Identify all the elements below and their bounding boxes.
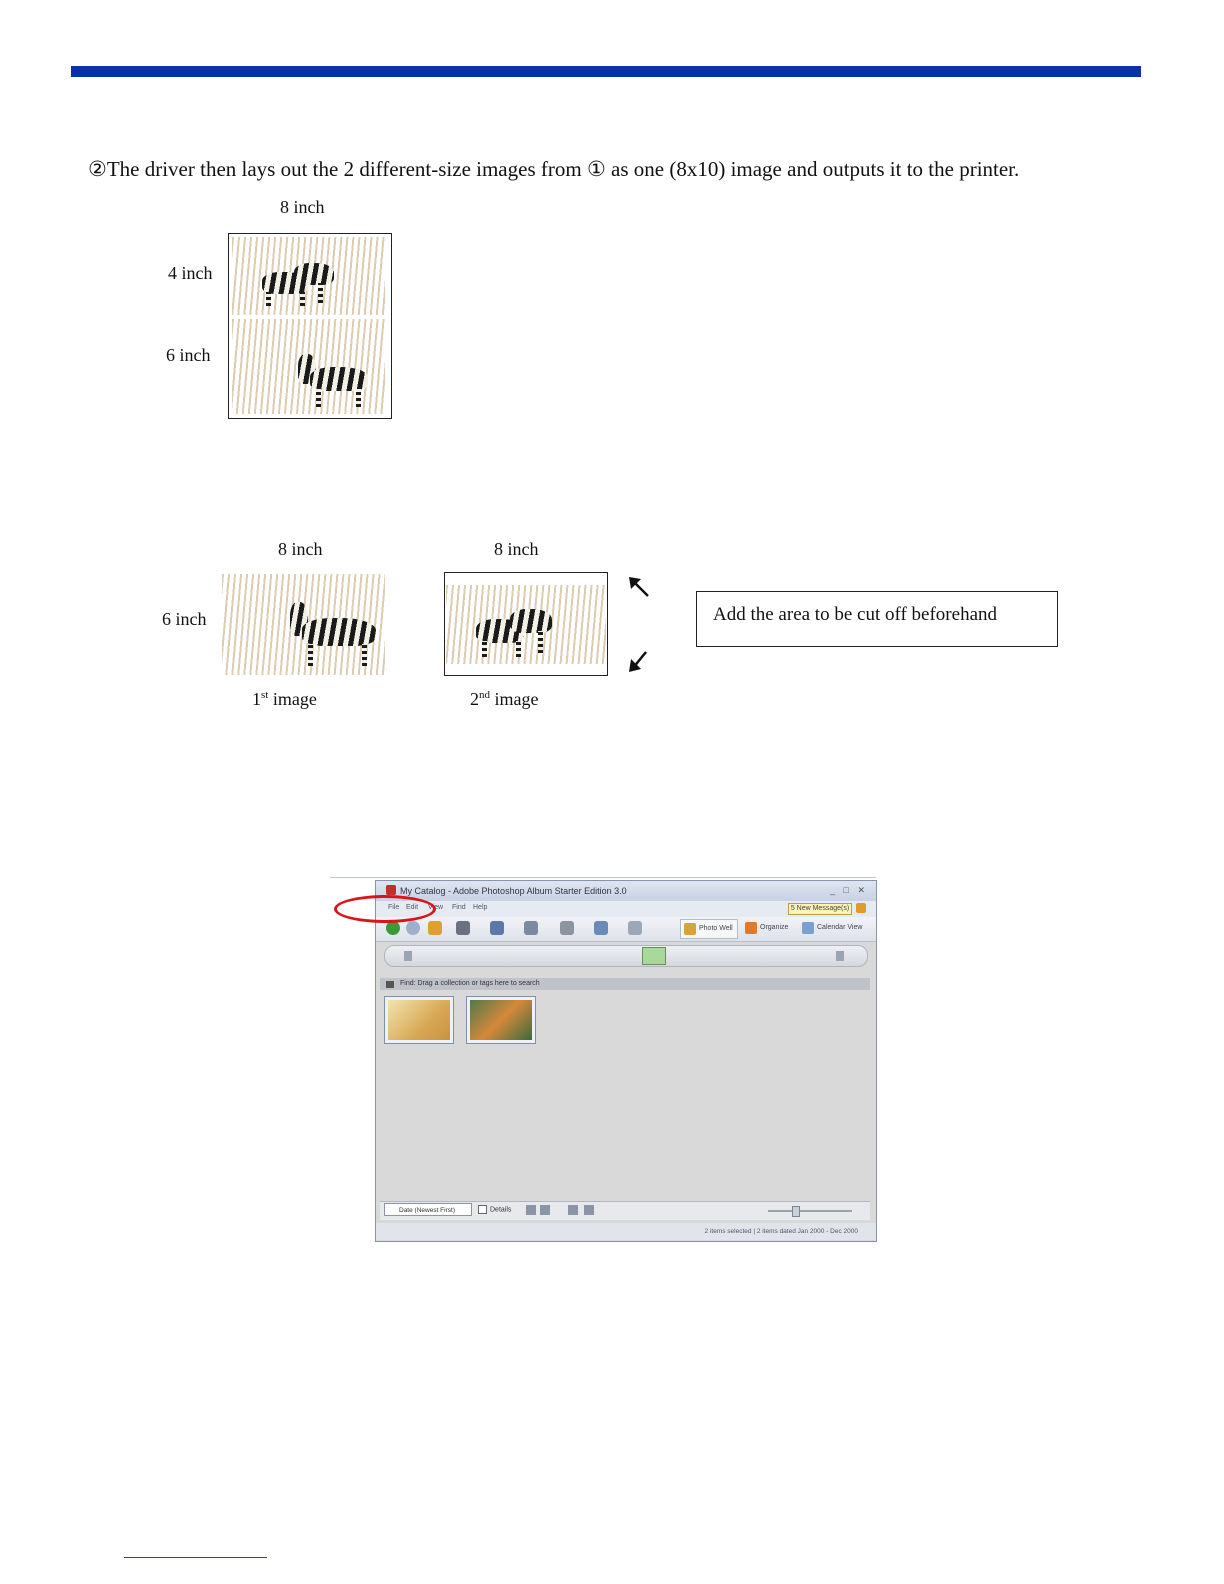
app-icon (386, 885, 396, 895)
messages-icon[interactable] (856, 903, 866, 913)
menu-highlight-ellipse (334, 895, 436, 923)
timeline-right-marker-icon[interactable] (836, 951, 844, 961)
note-text: Add the area to be cut off beforehand (713, 604, 997, 625)
print-icon[interactable] (560, 921, 574, 935)
rotate-right-icon[interactable] (540, 1205, 550, 1215)
binoculars-icon (386, 981, 394, 988)
menu-view[interactable]: View (428, 904, 444, 911)
share-icon[interactable] (594, 921, 608, 935)
arrow-down-left-icon (629, 652, 646, 672)
thumbnail-tiger[interactable] (466, 996, 536, 1044)
first-image-caption: 1st image (252, 689, 317, 709)
second-width-label: 8 inch (494, 539, 539, 559)
photo-well-button[interactable]: Photo Well (680, 919, 738, 939)
create-icon[interactable] (524, 921, 538, 935)
status-bar: 2 items selected | 2 items dated Jan 2000 - Dec 2000 (376, 1223, 876, 1240)
timeline-left-marker-icon[interactable] (404, 951, 412, 961)
layout-width-label: 8 inch (280, 197, 325, 217)
first-image (222, 574, 385, 675)
back-icon[interactable] (386, 921, 400, 935)
second-image-frame (444, 572, 608, 676)
menu-help[interactable]: Help (473, 904, 488, 911)
single-zebra-photo (232, 319, 385, 414)
footer-rule (124, 1557, 267, 1558)
zoom-handle[interactable] (792, 1206, 800, 1217)
sort-select[interactable]: Date (Newest First) (384, 1203, 472, 1216)
timeline-handle[interactable] (642, 947, 666, 965)
find-bar[interactable]: Find: Drag a collection or tags here to search (380, 978, 870, 990)
layout-bottom-height-label: 6 inch (166, 345, 211, 365)
copy-icon[interactable] (568, 1205, 578, 1215)
layout-frame (228, 233, 392, 419)
first-height-label: 6 inch (162, 609, 207, 629)
menu-find[interactable]: Find (452, 904, 466, 911)
timeline-slider[interactable] (384, 945, 868, 967)
first-width-label: 8 inch (278, 539, 323, 559)
header-bar (71, 66, 1141, 77)
arrow-up-left-icon (629, 577, 648, 596)
organize-button[interactable]: Organize (742, 919, 792, 937)
rotate-left-icon[interactable] (526, 1205, 536, 1215)
thumbnail-lion[interactable] (384, 996, 454, 1044)
tag-icon[interactable] (584, 1205, 594, 1215)
menu-edit[interactable]: Edit (406, 904, 419, 911)
camera-icon[interactable] (456, 921, 470, 935)
window-title: My Catalog - Adobe Photoshop Album Starter Edition 3.0 (400, 886, 627, 896)
details-checkbox[interactable]: Details (478, 1205, 511, 1214)
app-window (375, 880, 877, 1242)
menu-file[interactable]: File (388, 904, 400, 911)
messages-badge[interactable]: 5 New Message(s) (788, 903, 852, 915)
cut-area-arrows (626, 574, 652, 678)
two-zebras-photo (232, 237, 385, 315)
layout-top-height-label: 4 inch (168, 263, 213, 283)
calendar-view-button[interactable]: Calendar View (799, 919, 866, 937)
order-prints-icon[interactable] (628, 921, 642, 935)
second-image (446, 585, 606, 664)
home-icon[interactable] (428, 921, 442, 935)
forward-icon[interactable] (406, 921, 420, 935)
window-controls[interactable]: _ □ ✕ (830, 885, 868, 895)
second-image-caption: 2nd image (470, 689, 539, 709)
step-instruction: ②The driver then lays out the 2 different-size images from ① as one (8x10) image and outputs it to the printer. (88, 157, 1020, 181)
zoom-slider[interactable] (768, 1210, 852, 1212)
edit-photo-icon[interactable] (490, 921, 504, 935)
